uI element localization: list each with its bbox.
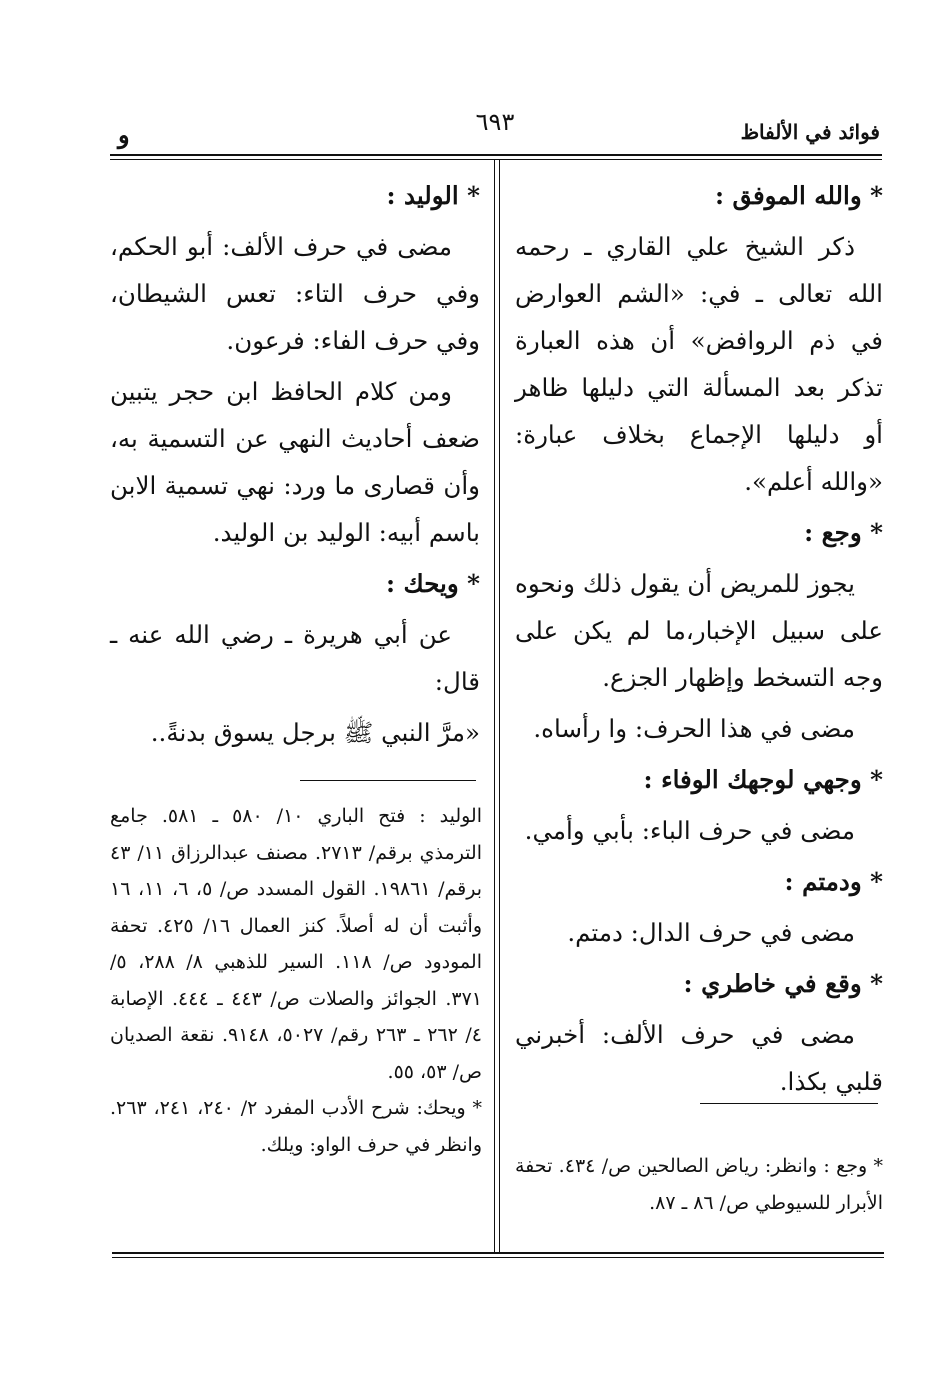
page-header <box>110 108 880 154</box>
footnote: * ويحك: شرح الأدب المفرد ٢/ ٢٤٠، ٢٤١، ٢٦٣. وانظر في حرف الواو: ويلك. <box>110 1097 483 1156</box>
header-rule <box>110 154 882 156</box>
entry-heading: * ودمتم : <box>784 867 883 896</box>
entry-text: عن أبي هريرة ـ رضي الله عنه ـ قال: <box>110 620 480 696</box>
footnotes-left <box>110 798 482 1163</box>
entry-text: مضى في حرف الباء: بأبي وأمي. <box>524 816 855 845</box>
footer-rule <box>112 1252 884 1254</box>
entry-text: مضى في حرف الألف: أخبرني قلبي بكذا. <box>515 1020 883 1096</box>
footnotes-right <box>515 1148 883 1221</box>
footnote-separator <box>300 780 476 781</box>
entry-heading: * وجهي لوجهك الوفاء : <box>643 765 883 794</box>
entry-heading: * وقع في خاطري : <box>683 969 883 998</box>
entry-text: يجوز للمريض أن يقول ذلك ونحوه على سبيل الإخبار،ما لم يكن على وجه التسخط وإظهار الجزع. <box>515 569 883 692</box>
header-rule-thin <box>110 159 882 160</box>
hadith-quote: «مرَّ النبي ﷺ برجل يسوق بدنةً.. <box>150 718 480 747</box>
footer-rule-thin <box>112 1257 884 1258</box>
footnote: الوليد : فتح الباري ١٠/ ٥٨٠ ـ ٥٨١. جامع الترمذي برقم/ ٢٧١٣. مصنف عبدالرزاق ١١/ ٤٣ برقم/ ١٩٨٦١. القول المسدد ص/ ٥، ٦، ١١، ١٦ وأثبت أن له أصلاً. كنز العمال ١٦/ ٤٢٥. تحفة المودود ص/ ١١٨. السير للذهبي ٨/ ٢٨٨، ٥/ ٣٧١. الجوائز والصلات ص/ ٤٤٣ ـ ٤٤٤. الإصابة ٤/ ٢٦٢ ـ ٢٦٣ رقم/ ٥٠٢٧، ٩١٤٨. نقعة الصديان ص/ ٥٣، ٥٥. <box>110 805 483 1083</box>
entry-heading: * والله الموفق : <box>714 181 883 210</box>
right-column <box>515 172 883 1109</box>
column-divider <box>494 160 495 1252</box>
entry-text: مضى في حرف الدال: دمتم. <box>567 918 855 947</box>
page-number: ٦٩٣ <box>475 108 515 136</box>
entry-text: ذكر الشيخ علي القاري ـ رحمه الله تعالى ـ في: «الشم العوارض في ذم الروافض» أن هذه العبارة تذكر بعد المسألة التي دليلها ظاهر أو دليلها الإجماع بخلاف عبارة: «والله أعلم». <box>515 232 883 496</box>
entry-heading: * ويحك : <box>385 569 480 598</box>
entry-heading: * الوليد : <box>386 181 480 210</box>
entry-text: مضى في حرف الألف: أبو الحكم، وفي حرف التاء: تعس الشيطان، وفي حرف الفاء: فرعون. <box>110 232 480 355</box>
running-title: فوائد في الألفاظ <box>740 120 880 144</box>
footnote-separator <box>700 1103 878 1104</box>
left-column <box>110 172 480 760</box>
entry-text: مضى في هذا الحرف: وا رأساه. <box>533 714 855 743</box>
column-divider-thin <box>499 160 500 1252</box>
footnote: * وجع : وانظر: رياض الصالحين ص/ ٤٣٤. تحفة الأبرار للسيوطي ص/ ٨٦ ـ ٨٧. <box>515 1155 883 1214</box>
section-letter: و <box>118 120 130 149</box>
entry-heading: * وجع : <box>804 518 883 547</box>
entry-text: ومن كلام الحافظ ابن حجر يتبين ضعف أحاديث النهي عن التسمية به، وأن قصارى ما ورد: نهي تسمية الابن باسم أبيه: الوليد بن الوليد. <box>110 377 480 547</box>
